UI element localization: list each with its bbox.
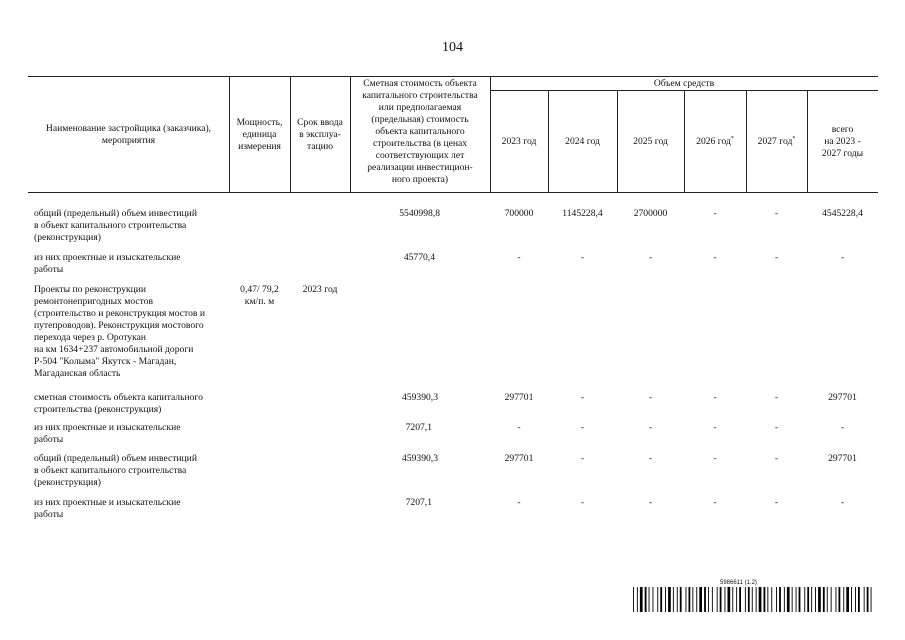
- row-2026: -: [713, 252, 717, 263]
- row-2024: -: [580, 392, 585, 403]
- footnote-mark: *: [730, 135, 734, 142]
- barcode-image: [633, 587, 873, 612]
- row-total: -: [840, 252, 845, 263]
- header-top-rule: [28, 76, 878, 77]
- header-cost: Сметная стоимость объекта капитального строительства или предполагаемая (предельная) стоимость объекта капитального строительства (в ценах соответствующих лет реализации инвестицион- ного проекта): [362, 78, 478, 185]
- row-total: 4545228,4: [822, 208, 863, 219]
- row-name: из них проектные и изыскательские работы: [34, 497, 181, 520]
- row-total: 297701: [828, 453, 857, 464]
- row-cost: 7207,1: [405, 497, 432, 508]
- header-year-2026: [684, 136, 746, 148]
- row-2026: -: [713, 453, 717, 464]
- row-cost: 459390,3: [402, 453, 438, 464]
- row-name: из них проектные и изыскательские работы: [34, 252, 181, 275]
- header-capacity: Мощность, единица измерения: [236, 117, 283, 152]
- year-label: 2027 год: [757, 136, 793, 147]
- year-label: 2026 год: [696, 136, 731, 147]
- row-name: Проекты по реконструкции ремонтонепригодных мостов (строительство и реконструкция мостов и путепроводов). Реконструкция мостового перехода через р. Оротукан на км 1634+237 автомобильной дороги Р-504 "Колыма" Якутск - Магадан, Магаданская область: [34, 284, 205, 379]
- row-2025: -: [648, 252, 653, 263]
- row-2024: -: [580, 497, 585, 508]
- row-name: из них проектные и изыскательские работы: [34, 422, 181, 445]
- barcode-caption: 5986611 (1.2): [720, 580, 757, 586]
- row-2026: -: [713, 422, 717, 433]
- header-year-2025: 2025 год: [633, 136, 668, 147]
- row-capacity: 0,47/ 79,2 км/п. м: [240, 284, 279, 307]
- row-2024: -: [580, 252, 585, 263]
- row-2026: -: [713, 392, 717, 403]
- row-2023: -: [517, 422, 521, 433]
- page-number: 104: [442, 40, 463, 55]
- row-2026: -: [713, 497, 717, 508]
- row-total: -: [840, 497, 845, 508]
- row-total: 297701: [828, 392, 857, 403]
- row-cost: 459390,3: [402, 392, 438, 403]
- row-2027: -: [774, 453, 779, 464]
- row-2023: 297701: [504, 453, 534, 464]
- row-name: сметная стоимость объекта капитального строительства (реконструкция): [34, 392, 203, 415]
- header-name: Наименование застройщика (заказчика), мероприятия: [45, 123, 212, 146]
- row-2023: -: [517, 497, 521, 508]
- row-name: общий (предельный) объем инвестиций в объект капитального строительства (реконструкция): [34, 208, 197, 243]
- row-2023: -: [517, 252, 521, 263]
- row-2025: -: [648, 497, 653, 508]
- row-2024: -: [580, 422, 585, 433]
- row-2027: -: [774, 392, 779, 403]
- row-2025: -: [648, 453, 653, 464]
- row-2025: 2700000: [633, 208, 668, 219]
- row-term: 2023 год: [302, 284, 338, 295]
- row-2027: -: [774, 422, 779, 433]
- footnote-mark: *: [792, 135, 796, 142]
- row-total: -: [840, 422, 845, 433]
- row-2025: -: [648, 422, 653, 433]
- header-bottom-rule: [28, 192, 878, 193]
- row-2023: 700000: [504, 208, 534, 219]
- row-2027: -: [774, 497, 779, 508]
- header-year-2023: 2023 год: [501, 136, 537, 147]
- row-2025: -: [648, 392, 653, 403]
- row-cost: 7207,1: [405, 422, 432, 433]
- row-cost: 5540998,8: [399, 208, 440, 219]
- row-2024: 1145228,4: [562, 208, 603, 219]
- header-volume-title: Объем средств: [653, 78, 715, 89]
- row-2026: -: [713, 208, 717, 219]
- col-divider: [490, 76, 491, 193]
- header-term: Срок ввода в эксплуа- тацию: [297, 117, 343, 152]
- row-2024: -: [580, 453, 585, 464]
- header-year-2024: 2024 год: [565, 136, 600, 147]
- row-cost: 45770,4: [403, 252, 435, 263]
- header-total: всего на 2023 - 2027 годы: [821, 124, 864, 159]
- row-2027: -: [774, 208, 779, 219]
- row-2023: 297701: [504, 392, 534, 403]
- row-name: общий (предельный) объем инвестиций в объект капитального строительства (реконструкция): [34, 453, 197, 488]
- row-2027: -: [774, 252, 779, 263]
- header-year-2027: [746, 136, 807, 148]
